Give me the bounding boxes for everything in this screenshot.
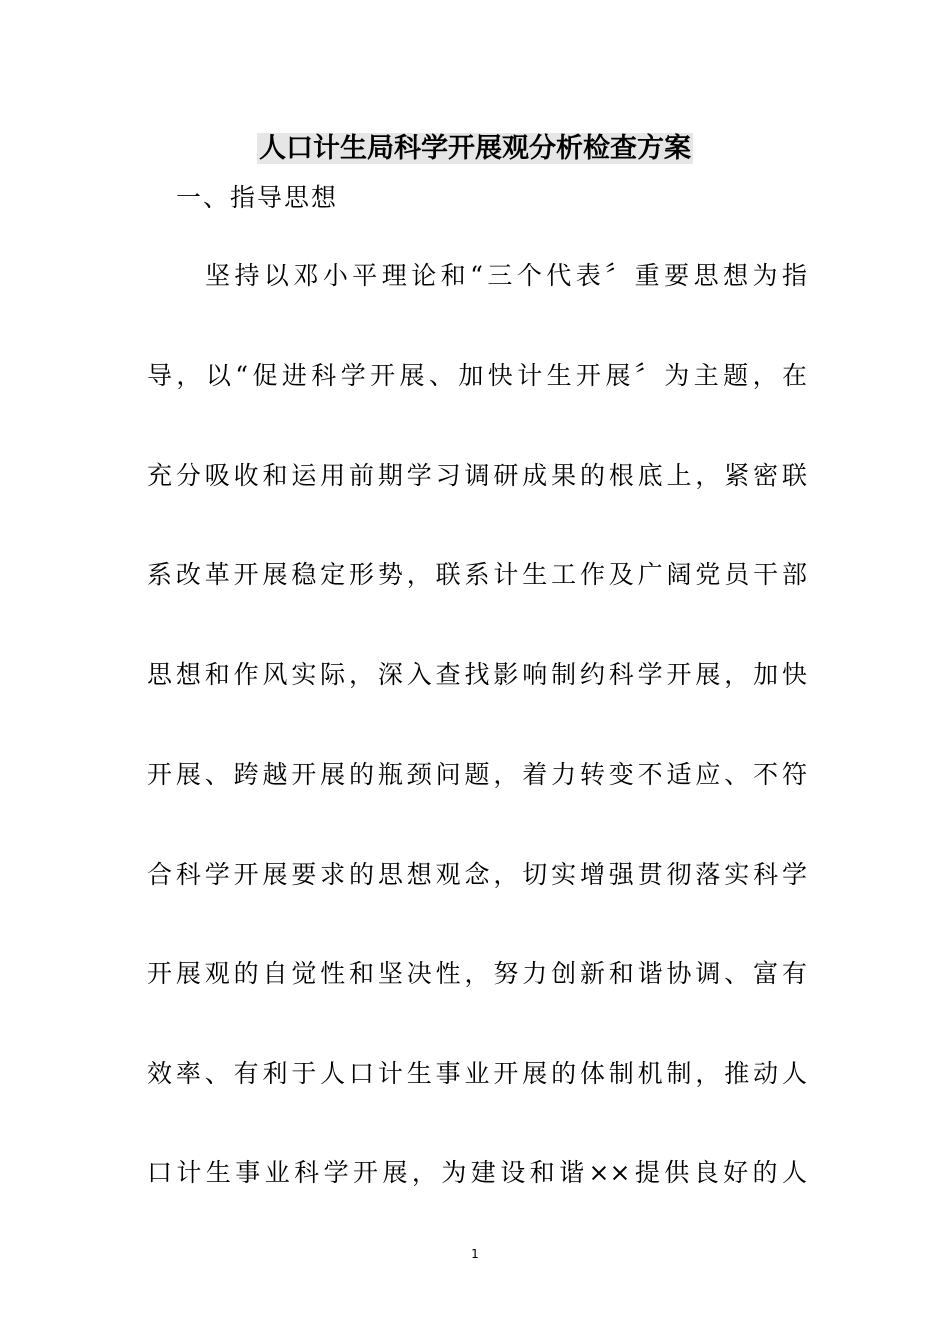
body-line-6: 开展、跨越开展的瓶颈问题，着力转变不适应、不符: [147, 760, 807, 789]
body-line-2: 导，以“促进科学开展、加快计生开展〞为主题，在: [147, 361, 807, 390]
page-number: 1: [471, 1247, 479, 1261]
body-line-1: 坚持以邓小平理论和“三个代表〞重要思想为指: [205, 261, 807, 290]
body-line-8: 开展观的自觉性和坚决性，努力创新和谐协调、富有: [147, 959, 807, 988]
body-line-3: 充分吸收和运用前期学习调研成果的根底上，紧密联: [147, 461, 807, 490]
section-heading: 一、指导思想: [176, 183, 339, 212]
document-title-text: 人口计生局科学开展观分析检查方案: [259, 133, 691, 164]
body-line-10: 口计生事业科学开展，为建设和谐××提供良好的人: [147, 1158, 807, 1187]
body-line-7: 合科学开展要求的思想观念，切实增强贯彻落实科学: [147, 860, 807, 889]
document-title: [0, 130, 950, 168]
body-line-4: 系改革开展稳定形势，联系计生工作及广阔党员干部: [147, 560, 807, 589]
body-line-5: 思想和作风实际，深入查找影响制约科学开展，加快: [147, 660, 807, 689]
body-line-9: 效率、有利于人口计生事业开展的体制机制，推动人: [147, 1059, 807, 1088]
